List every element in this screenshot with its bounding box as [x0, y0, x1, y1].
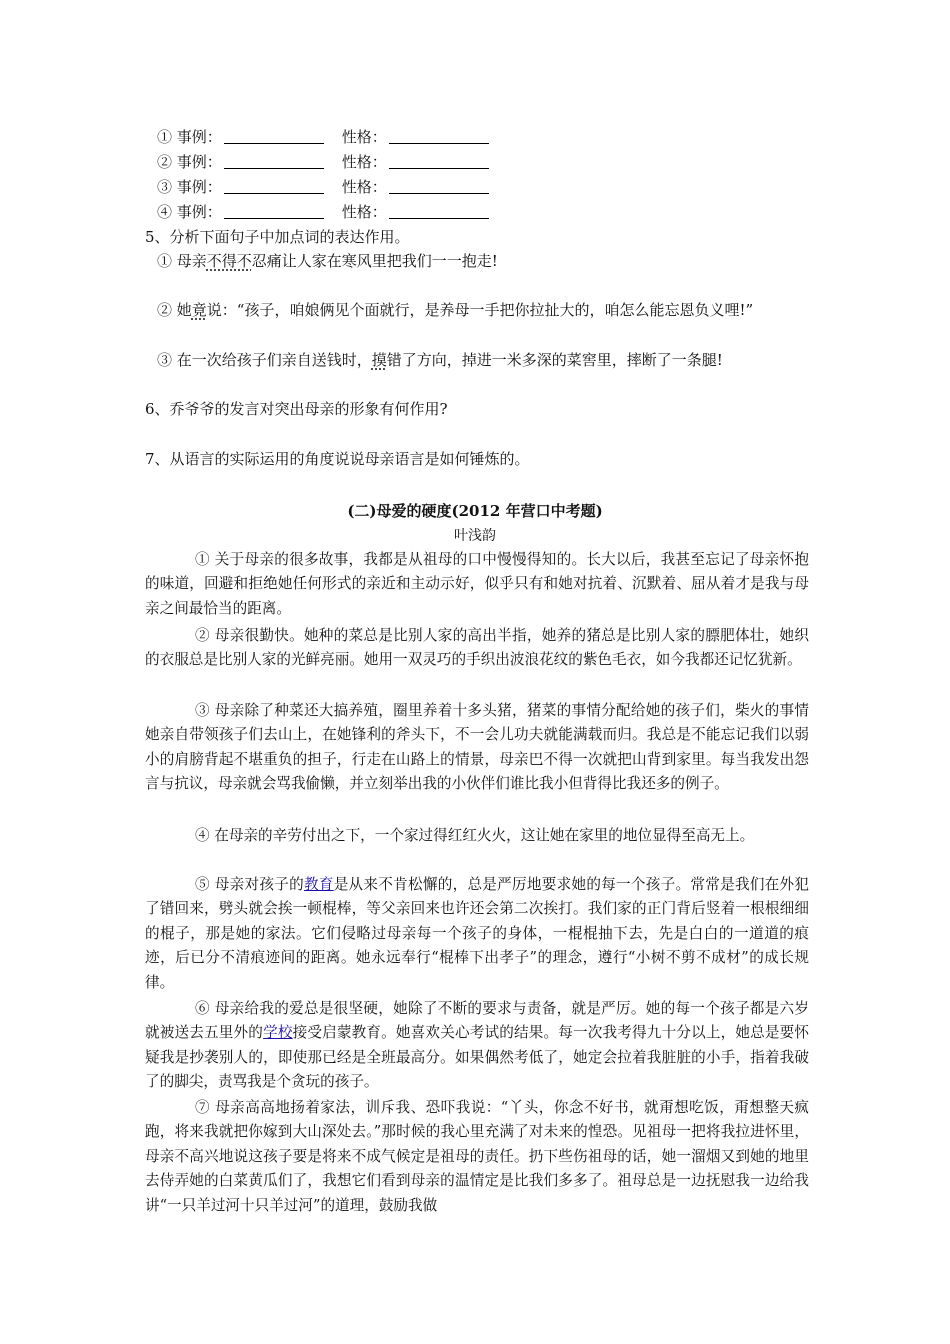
dotted-word: 竟	[191, 301, 207, 319]
fill-row-trait-label: 性格：	[341, 153, 387, 171]
article-author: 叶浅韵	[454, 528, 496, 544]
paragraph-text: 接受启蒙教育。她喜欢关心考试的结果。每一次我考得九十分以上，她总是要怀疑我是抄袭别人的，即使那已经是全班最高分。如果偶然考低了，她定会拉着我脏脏的小手，指着我破了的脚尖，责骂我是个贪玩的孩子。	[145, 1024, 809, 1091]
fill-row-label: ③ 事例：	[157, 178, 222, 196]
blank-line[interactable]	[389, 154, 489, 169]
fill-row-trait-label: 性格：	[341, 178, 387, 196]
fill-row-1	[157, 128, 489, 146]
fill-row-label: ④ 事例：	[157, 203, 222, 221]
link-school[interactable]: 学校	[263, 1024, 293, 1042]
fill-row-2	[157, 153, 489, 171]
paragraph-text: ③ 母亲除了种菜还大搞养殖，圈里养着十多头猪，猪菜的事情分配给她的孩子们，柴火的事情她亲自带领孩子们去山上，在她锋利的斧头下，不一会儿功夫就能满载而归。我总是不能忘记我们以弱小的肩膀背起不堪重负的担子，行走在山路上的情景，母亲巴不得一次就把山背到家里。每当我发出怨言与抗议，母亲就会骂我偷懒，并立刻举出我的小伙伴们谁比我小但背得比我还多的例子。	[145, 702, 809, 793]
question-5-sentence-2	[157, 301, 753, 319]
question-5-sentence-3	[157, 351, 723, 369]
sentence-text: ① 母亲	[157, 252, 207, 270]
paragraph-text: ① 关于母亲的很多故事，我都是从祖母的口中慢慢得知的。长大以后，我甚至忘记了母亲怀抱的味道，回避和拒绝她任何形式的亲近和主动示好，似乎只有和她对抗着、沉默着、屈从着才是我与母亲之间最恰当的距离。	[145, 551, 809, 617]
paragraph-text: ⑥ 母亲给我的爱总是很坚硬，她除了不断的要求与责备，就是严厉。她的每一个孩子都是六岁就被送去五里外的	[145, 1000, 809, 1042]
sentence-text: ② 她	[157, 301, 192, 319]
paragraph-2	[145, 624, 809, 673]
article-title: (二)母爱的硬度(2012 年营口中考题)	[347, 502, 603, 520]
paragraph-3	[145, 699, 809, 797]
paragraph-text: 是从来不肯松懈的，总是严厉地要求她的每一个孩子。常常是我们在外犯了错回来，劈头就会挨一顿棍棒，等父亲回来也许还会第二次挨打。我们家的正门背后竖着一根根细细的棍子，那是她的家法。它们侵略过母亲每一个孩子的身体，一棍棍抽下去，先是白白的一道道的痕迹，后已分不清痕迹间的距离。她永远奉行“棍棒下出孝子”的理念，遵行“小树不剪不成材”的成长规律。	[145, 876, 809, 991]
blank-line[interactable]	[224, 129, 324, 144]
blank-line[interactable]	[224, 154, 324, 169]
blank-line[interactable]	[389, 179, 489, 194]
blank-line[interactable]	[224, 204, 324, 219]
sentence-text: 忍痛让人家在寒风里把我们一一抱走!	[251, 252, 498, 270]
fill-row-3	[157, 178, 489, 196]
fill-row-4	[157, 203, 489, 221]
paragraph-text: ② 母亲很勤快。她种的菜总是比别人家的高出半指，她养的猪总是比别人家的膘肥体壮，她织的衣服总是比别人家的光鲜亮丽。她用一双灵巧的手织出波浪花纹的紫色毛衣，如今我都还记忆犹新。	[145, 627, 809, 669]
paragraph-text: ⑤ 母亲对孩子的	[195, 876, 304, 893]
blank-line[interactable]	[389, 129, 489, 144]
sentence-text: ③ 在一次给孩子们亲自送钱时，	[157, 351, 372, 369]
fill-row-label: ② 事例：	[157, 153, 222, 171]
paragraph-text: ④ 在母亲的辛劳付出之下，一个家过得红红火火，这让她在家里的地位显得至高无上。	[195, 827, 755, 844]
paragraph-6	[145, 997, 809, 1095]
paragraph-text: ⑦ 母亲高高地扬着家法，训斥我、恐吓我说：“丫头，你念不好书，就甭想吃饭，甭想整天疯跑，将来我就把你嫁到大山深处去。”那时候的我心里充满了对未来的惶恐。见祖母一把将我拉进怀里，母亲不高兴地说这孩子要是将来不成气候定是祖母的责任。扔下些伤祖母的话，她一溜烟又到她的地里去侍弄她的白菜黄瓜们了，我想它们看到母亲的温情定是比我们多多了。祖母总是一边抚慰我一边给我讲“一只羊过河十只羊过河”的道理，鼓励我做	[145, 1099, 809, 1214]
fill-row-trait-label: 性格：	[341, 203, 387, 221]
question-6: 6、乔爷爷的发言对突出母亲的形象有何作用?	[145, 400, 448, 418]
blank-line[interactable]	[224, 179, 324, 194]
paragraph-7	[145, 1096, 809, 1218]
dotted-word: 不得不	[206, 252, 252, 270]
dotted-word: 摸	[371, 351, 387, 369]
question-7: 7、从语言的实际运用的角度说说母亲语言是如何锤炼的。	[145, 450, 530, 468]
fill-row-label: ① 事例：	[157, 128, 222, 146]
paragraph-4	[145, 824, 809, 848]
blank-line[interactable]	[389, 204, 489, 219]
paragraph-5	[145, 873, 809, 995]
question-5-sentence-1	[157, 252, 498, 270]
sentence-text: 说：“孩子，咱娘俩见个面就行，是养母一手把你拉扯大的，咱怎么能忘恩负义哩!”	[206, 301, 754, 319]
link-education[interactable]: 教育	[303, 876, 334, 893]
fill-row-trait-label: 性格：	[341, 128, 387, 146]
paragraph-1	[145, 548, 809, 621]
sentence-text: 错了方向，掉进一米多深的菜窖里，摔断了一条腿!	[386, 351, 723, 369]
question-5-title: 5、分析下面句子中加点词的表达作用。	[145, 228, 410, 246]
